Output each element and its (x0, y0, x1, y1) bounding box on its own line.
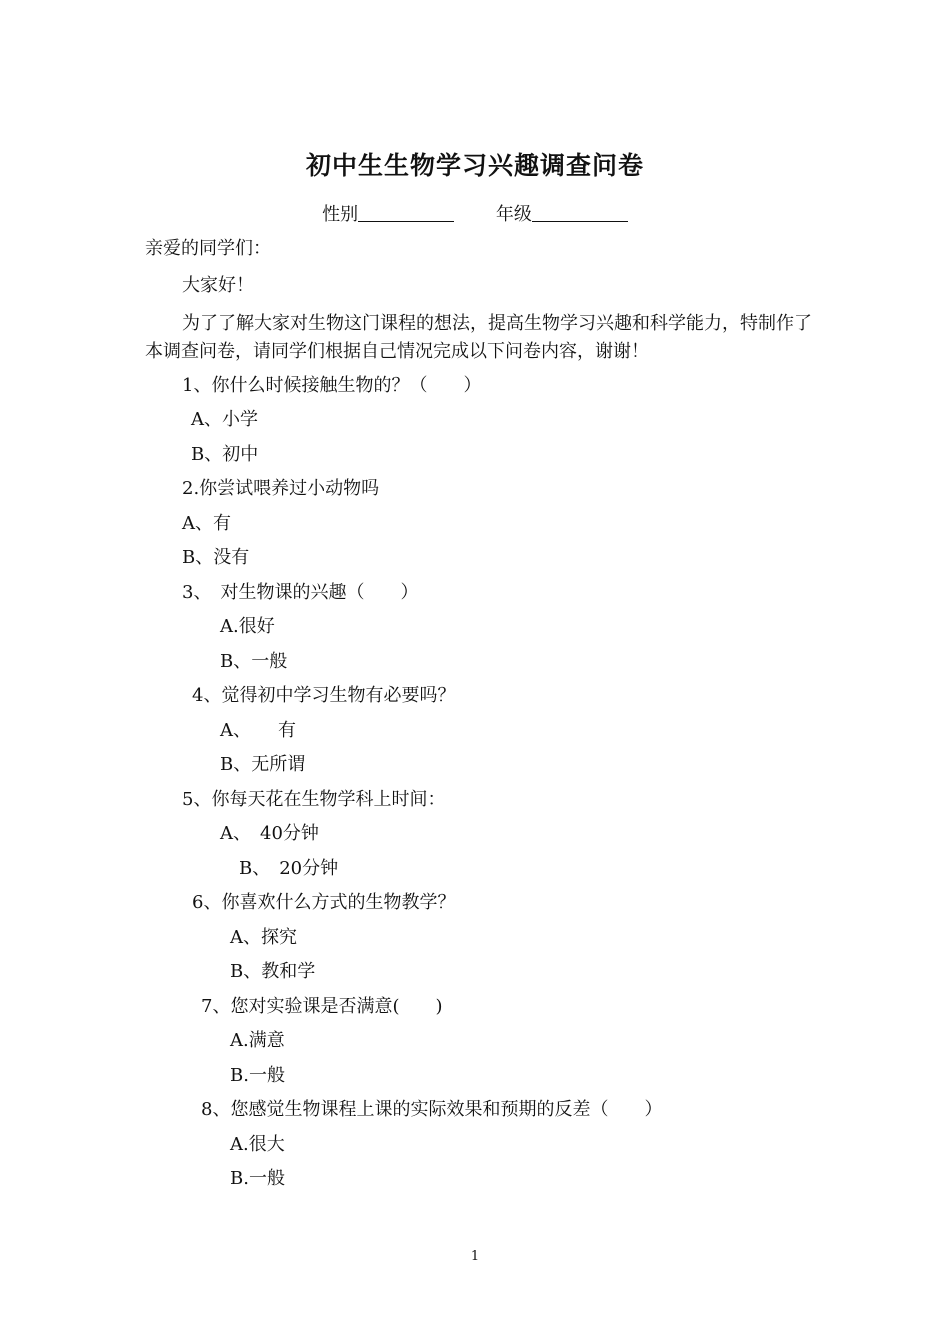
question-1-option-b[interactable]: B、初中 (191, 444, 259, 465)
gender-blank[interactable] (358, 203, 454, 222)
intro-paragraph: 为了了解大家对生物这门课程的想法，提高生物学习兴趣和科学能力，特制作了本调查问卷，请同学们根据自己情况完成以下问卷内容，谢谢！ (145, 313, 812, 362)
question-3-option-a[interactable]: A.很好 (220, 616, 275, 637)
question-6-option-a[interactable]: A、探究 (230, 927, 297, 948)
question-1-option-a[interactable]: A、小学 (191, 409, 258, 430)
question-3: 3、 对生物课的兴趣（ ） (182, 582, 419, 603)
question-6: 6、你喜欢什么方式的生物教学？ (192, 892, 456, 913)
question-6-option-b[interactable]: B、教和学 (230, 961, 316, 982)
gender-label: 性别 (322, 204, 359, 225)
question-5-option-b[interactable]: B、 20分钟 (239, 858, 339, 879)
hello-text: 大家好！ (182, 275, 254, 296)
grade-blank[interactable] (532, 203, 628, 222)
grade-field[interactable] (496, 200, 628, 226)
question-2-option-a[interactable]: A、有 (182, 513, 231, 534)
grade-label: 年级 (495, 204, 532, 225)
question-5: 5、你每天花在生物学科上时间： (182, 789, 446, 810)
question-3-option-b[interactable]: B、一般 (220, 651, 288, 672)
greeting: 亲爱的同学们： (145, 238, 271, 259)
question-8-option-b[interactable]: B.一般 (230, 1168, 285, 1189)
question-7-option-a[interactable]: A.满意 (230, 1030, 285, 1051)
question-7-option-b[interactable]: B.一般 (230, 1065, 285, 1086)
gender-field[interactable] (322, 200, 454, 226)
question-4-option-b[interactable]: B、无所谓 (220, 754, 306, 775)
question-8: 8、您感觉生物课程上课的实际效果和预期的反差（ ） (201, 1099, 663, 1120)
question-7: 7、您对实验课是否满意( ) (201, 996, 443, 1017)
question-4-option-a[interactable]: A、 有 (220, 720, 296, 741)
respondent-fields (0, 200, 950, 226)
question-2: 2.你尝试喂养过小动物吗 (182, 478, 380, 499)
question-2-option-b[interactable]: B、没有 (182, 547, 250, 568)
page-title: 初中生生物学习兴趣调查问卷 (305, 151, 644, 180)
page-number: 1 (470, 1249, 480, 1264)
question-8-option-a[interactable]: A.很大 (230, 1134, 285, 1155)
question-1: 1、你什么时候接触生物的？（ ） (182, 375, 482, 396)
question-4: 4、觉得初中学习生物有必要吗？ (192, 685, 456, 706)
question-5-option-a[interactable]: A、 40分钟 (220, 823, 319, 844)
